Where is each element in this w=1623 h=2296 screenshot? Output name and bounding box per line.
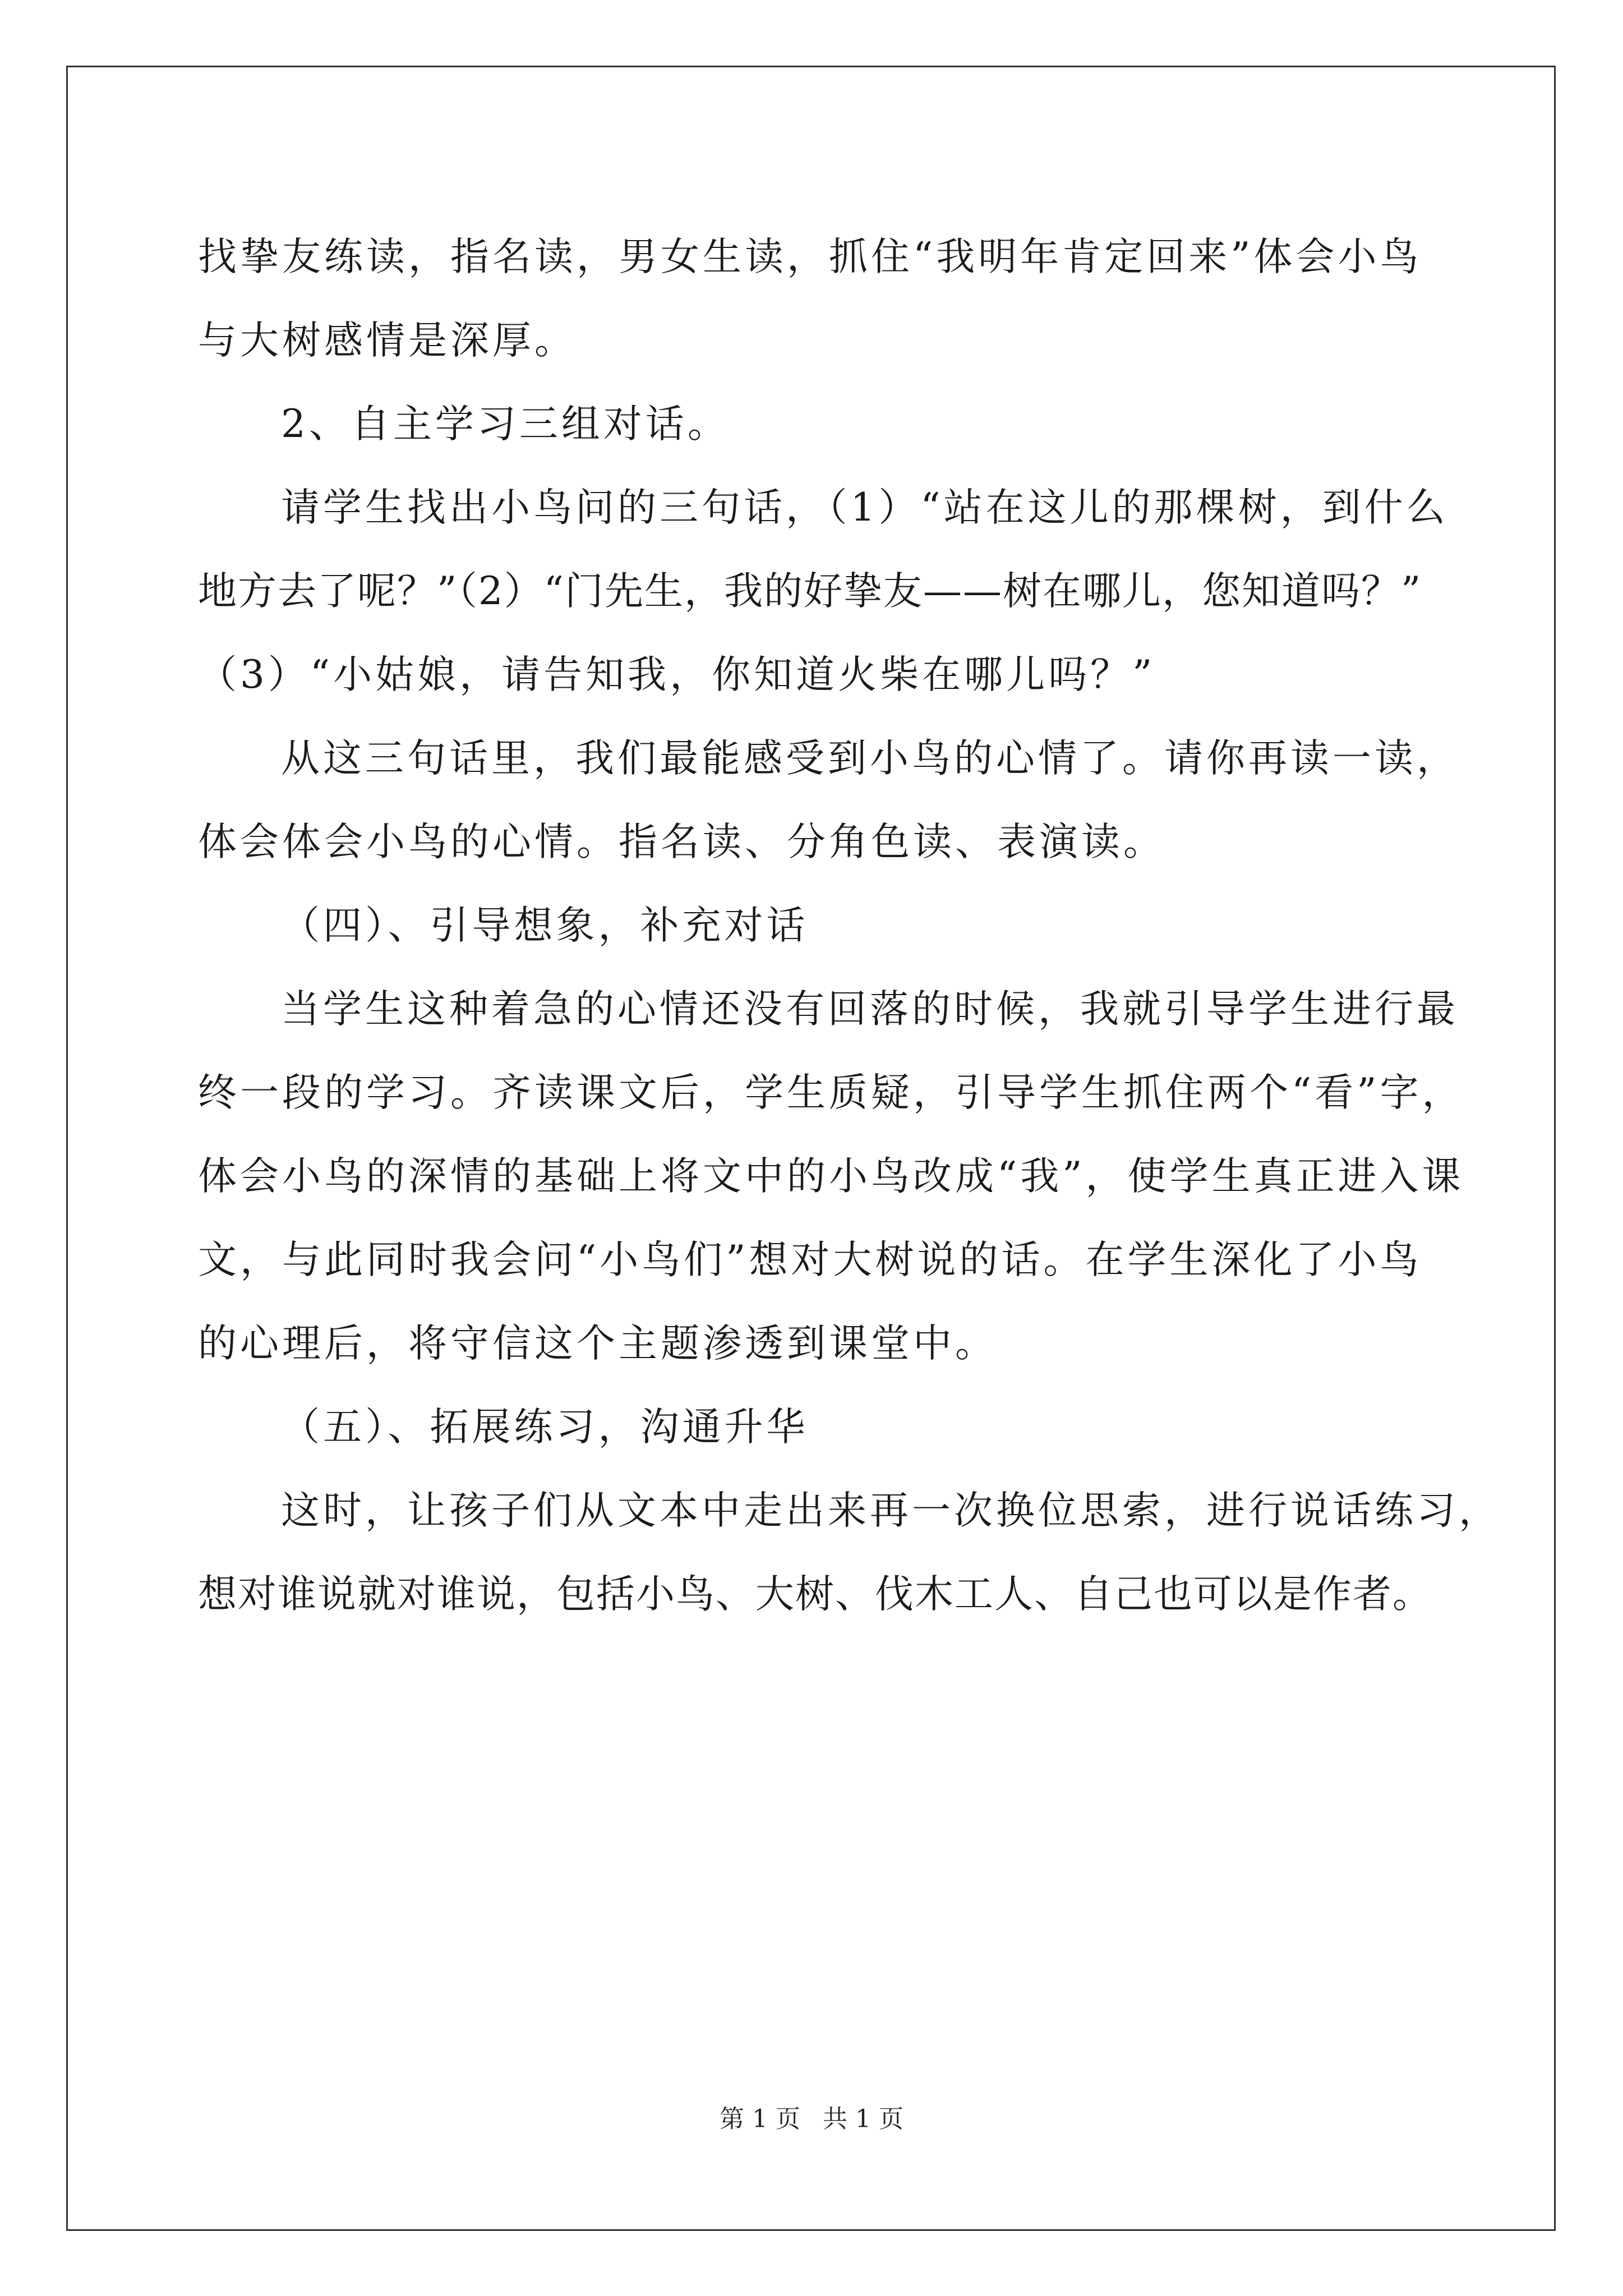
text-line: 体会小鸟的深情的基础上将文中的小鸟改成“我”，使学生真正进入课 — [198, 1154, 1464, 1199]
text-line: （3）“小姑娘，请告知我，你知道火柴在哪儿吗？” — [198, 652, 1156, 697]
document-body — [198, 215, 1501, 1636]
text-line: 的心理后，将守信这个主题渗透到课堂中。 — [198, 1321, 997, 1366]
text-line: 这时，让孩子们从文本中走出来再一次换位思索，进行说话练习， — [281, 1488, 1501, 1533]
text-line: 与大树感情是深厚。 — [198, 318, 577, 363]
text-line: 文，与此同时我会问“小鸟们”想对大树说的话。在学生深化了小鸟 — [198, 1237, 1422, 1282]
text-line: 想对谁说就对谁说，包括小鸟、大树、伐木工人、自己也可以是作者。 — [198, 1572, 1432, 1617]
page-total: 共 1 页 — [823, 2105, 903, 2133]
text-line: 地方去了呢？”（2）“门先生，我的好挚友——树在哪儿，您知道吗？” — [198, 569, 1422, 614]
text-line: 找挚友练读，指名读，男女生读，抓住“我明年肯定回来”体会小鸟 — [198, 234, 1422, 279]
page-footer — [0, 2102, 1623, 2136]
page-number: 第 1 页 — [720, 2105, 800, 2133]
text-line: 请学生找出小鸟问的三句话，（1）“站在这儿的那棵树，到什么 — [281, 485, 1449, 530]
text-line: 终一段的学习。齐读课文后，学生质疑，引导学生抓住两个“看”字， — [198, 1070, 1464, 1115]
text-line: 从这三句话里，我们最能感受到小鸟的心情了。请你再读一读， — [281, 736, 1459, 781]
section-heading: 2、自主学习三组对话。 — [281, 402, 730, 447]
text-line: 当学生这种着急的心情还没有回落的时候，我就引导学生进行最 — [281, 987, 1459, 1032]
section-heading: （四）、引导想象，补充对话 — [281, 903, 809, 948]
text-line: 体会体会小鸟的心情。指名读、分角色读、表演读。 — [198, 820, 1165, 864]
section-heading: （五）、拓展练习，沟通升华 — [281, 1405, 809, 1450]
